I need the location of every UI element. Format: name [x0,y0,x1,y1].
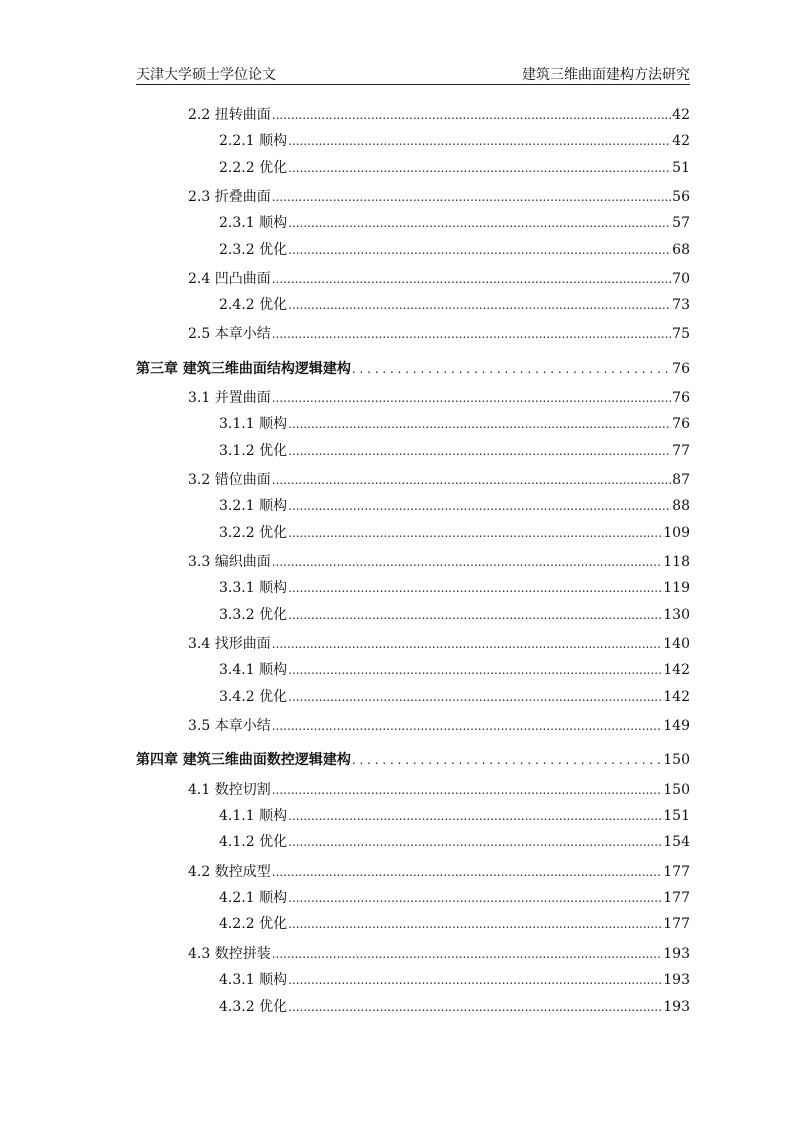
toc-entry[interactable] [219,157,690,177]
toc-entry-label: 2.3 折叠曲面 [188,189,271,205]
header-paper-title: 建筑三维曲面建构方法研究 [522,67,690,83]
toc-entry[interactable] [188,861,690,881]
dot-leader [288,606,662,624]
toc-entry-page: 42 [672,107,690,123]
toc-entry-page: 119 [663,580,690,596]
toc-entry-page: 42 [672,133,690,149]
dot-leader [288,241,671,259]
toc-entry-label: 4.2 数控成型 [188,864,271,880]
toc-entry-label: 3.2.1 顺构 [219,498,288,514]
toc-entry[interactable] [219,522,690,542]
toc-entry-label: 3.2.2 优化 [219,525,288,541]
toc-entry-page: 193 [663,946,690,962]
toc-entry-label: 4.2.2 优化 [219,916,288,932]
dot-leader [288,296,671,314]
dot-leader [272,270,671,288]
toc-entry-page: 76 [672,390,690,406]
toc-entry-label: 3.1.2 优化 [219,443,288,459]
dot-leader [288,915,662,933]
toc-entry[interactable] [188,779,690,799]
toc-entry-label: 2.2 扭转曲面 [188,107,271,123]
toc-entry-label: 4.2.1 顺构 [219,890,288,906]
dot-leader [272,717,663,735]
toc-entry-label: 4.1.2 优化 [219,834,288,850]
toc-entry[interactable] [219,495,690,515]
toc-entry-page: 150 [663,752,690,768]
dot-leader [288,524,662,542]
toc-entry-page: 77 [672,443,690,459]
toc-entry-label: 2.5 本章小结 [188,326,271,342]
dot-leader [288,415,671,433]
dot-leader [288,579,662,597]
dot-leader [288,661,662,679]
toc-entry-label: 4.1 数控切割 [188,782,271,798]
toc-entry[interactable] [188,715,690,735]
dot-leader [352,751,662,769]
toc-entry-page: 177 [663,916,690,932]
toc-entry-label: 4.1.1 顺构 [219,808,288,824]
toc-entry-label: 2.2.2 优化 [219,160,288,176]
toc-entry-page: 51 [672,160,690,176]
toc-entry[interactable] [219,805,690,825]
toc-entry-page: 149 [663,718,690,734]
toc-entry[interactable] [219,996,690,1016]
toc-entry-page: 142 [663,689,690,705]
toc-entry-label: 4.3.1 顺构 [219,972,288,988]
toc-entry-label: 2.3.1 顺构 [219,215,288,231]
toc-entry[interactable] [219,239,690,259]
toc-entry[interactable] [219,686,690,706]
toc-entry-page: 150 [663,782,690,798]
dot-leader [288,889,662,907]
dot-leader [272,188,671,206]
toc-entry[interactable] [219,413,690,433]
toc-entry[interactable] [188,387,690,407]
header-thesis-title: 天津大学硕士学位论文 [136,67,276,83]
dot-leader [272,863,663,881]
toc-entry-page: 68 [672,242,690,258]
toc-entry[interactable] [219,440,690,460]
toc-entry[interactable] [219,969,690,989]
dot-leader [272,553,663,571]
toc-entry-page: 87 [672,472,690,488]
toc-chapter-entry[interactable] [136,358,690,378]
dot-leader [288,214,671,232]
dot-leader [288,159,671,177]
toc-entry-page: 130 [663,607,690,623]
toc-entry-page: 88 [672,498,690,514]
toc-entry-label: 3.5 本章小结 [188,718,271,734]
toc-entry-page: 57 [672,215,690,231]
dot-leader [288,833,662,851]
toc-entry-page: 177 [663,864,690,880]
toc-entry[interactable] [219,604,690,624]
dot-leader [288,442,671,460]
toc-entry-page: 109 [663,525,690,541]
toc-entry[interactable] [219,887,690,907]
dot-leader [272,325,671,343]
dot-leader [288,998,662,1016]
toc-chapter-entry[interactable] [136,749,690,769]
toc-entry-label: 3.3 编织曲面 [188,554,271,570]
toc-entry-page: 118 [663,554,690,570]
toc-entry-label: 3.1.1 顺构 [219,416,288,432]
dot-leader [288,688,662,706]
toc-entry-page: 193 [663,999,690,1015]
toc-entry[interactable] [188,104,690,124]
toc-entry-label: 2.4.2 优化 [219,297,288,313]
dot-leader [288,807,662,825]
toc-entry-label: 4.3 数控拼装 [188,946,271,962]
toc-entry-page: 75 [672,326,690,342]
dot-leader [352,360,671,378]
toc-entry-page: 177 [663,890,690,906]
toc-entry-page: 73 [672,297,690,313]
toc-entry[interactable] [188,943,690,963]
dot-leader [288,132,671,150]
dot-leader [272,635,663,653]
toc-entry-label: 3.3.1 顺构 [219,580,288,596]
toc-entry-label: 3.1 并置曲面 [188,390,271,406]
dot-leader [272,471,671,489]
toc-entry-label: 3.2 错位曲面 [188,472,271,488]
toc-entry[interactable] [188,633,690,653]
toc-entry-page: 142 [663,662,690,678]
toc-entry[interactable] [219,577,690,597]
toc-entry-label: 3.4 找形曲面 [188,636,271,652]
toc-entry[interactable] [219,831,690,851]
toc-entry[interactable] [219,913,690,933]
dot-leader [288,497,671,515]
toc-entry[interactable] [219,659,690,679]
dot-leader [272,106,671,124]
page-header [136,62,690,85]
toc-entry-page: 154 [663,834,690,850]
toc-entry-page: 193 [663,972,690,988]
dot-leader [272,781,663,799]
toc-entry-page: 76 [672,361,690,377]
toc-entry-page: 140 [663,636,690,652]
toc-entry[interactable] [219,212,690,232]
toc-entry-label: 2.4 凹凸曲面 [188,271,271,287]
toc-entry[interactable] [188,551,690,571]
toc-entry[interactable] [188,469,690,489]
toc-entry-label: 3.3.2 优化 [219,607,288,623]
toc-entry-page: 56 [672,189,690,205]
toc-entry-label: 4.3.2 优化 [219,999,288,1015]
dot-leader [288,971,662,989]
toc-entry[interactable] [188,186,690,206]
toc-entry[interactable] [188,268,690,288]
toc-entry-label: 2.3.2 优化 [219,242,288,258]
toc-entry-label: 2.2.1 顺构 [219,133,288,149]
toc-chapter-label: 第四章 建筑三维曲面数控逻辑建构 [136,752,351,768]
dot-leader [272,389,671,407]
toc-entry-page: 151 [663,808,690,824]
toc-entry[interactable] [219,130,690,150]
toc-chapter-label: 第三章 建筑三维曲面结构逻辑建构 [136,361,351,377]
toc-entry-label: 3.4.1 顺构 [219,662,288,678]
toc-entry[interactable] [188,323,690,343]
toc-entry-page: 70 [672,271,690,287]
toc-entry[interactable] [219,294,690,314]
toc-entry-page: 76 [672,416,690,432]
dot-leader [272,945,663,963]
toc-entry-label: 3.4.2 优化 [219,689,288,705]
